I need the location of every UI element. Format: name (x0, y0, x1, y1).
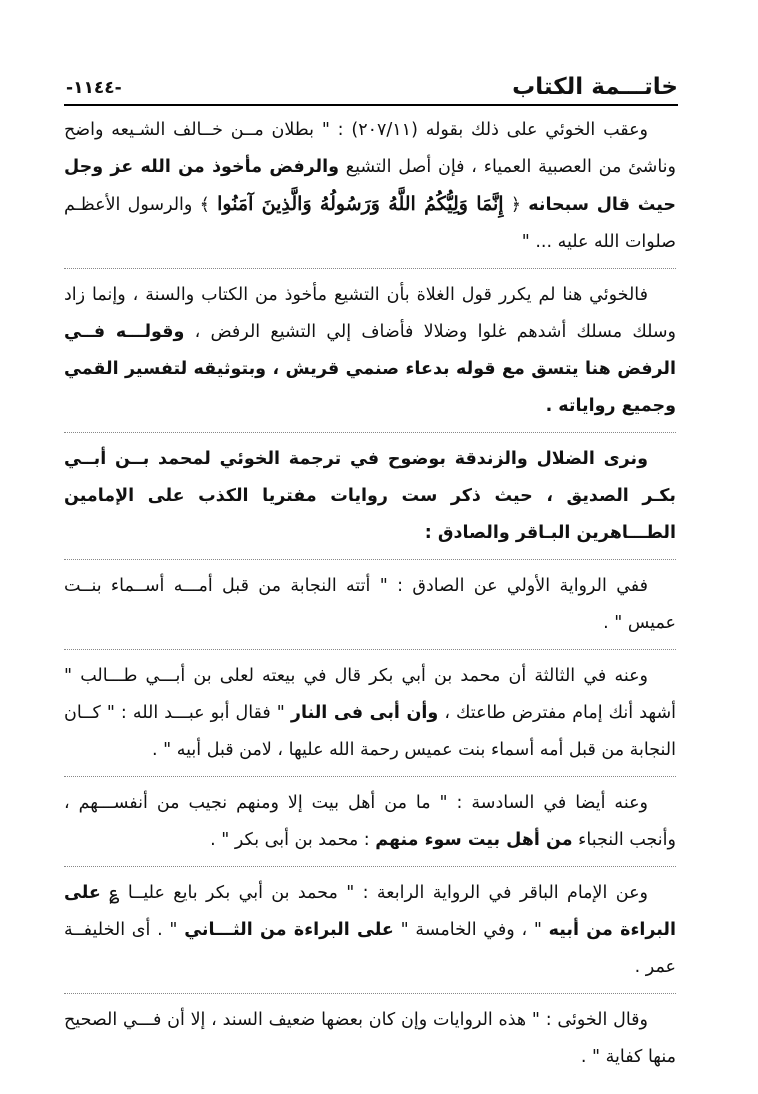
text-run: وعنه في الثالثة أن محمد بن أبي بكر قال في بيعته لعلى بن أبـــي طـــالب " أشهد أنك إمام مفترض طاعتك ، (64, 666, 676, 723)
page-header (66, 62, 678, 102)
text-run: : محمد بن أبى بكر " . (210, 830, 376, 850)
header-rule (64, 104, 678, 106)
quran-verse: إِنَّمَا وَلِيُّكُمُ اللَّهُ وَرَسُولُهُ وَالَّذِينَ آمَنُوا (217, 193, 504, 215)
paragraph (64, 441, 676, 552)
paragraph (64, 112, 676, 261)
text-run: وعن الإمام الباقر في الرواية الرابعة : " محمد بن أبي بكر بايع عليــا ؏ (100, 883, 648, 903)
paragraph (64, 658, 676, 769)
bold-text: وقولـــه فــي الرفض هنا يتسق مع قوله بدعاء صنمي قريش ، وبتوثيقه لتفسير القمي وجميع رواياته . (64, 322, 676, 416)
text-run: فالخوئي هنا لم يكرر قول الغلاة بأن التشيع مأخوذ من الكتاب والسنة ، وإنما زاد وسلك مسلك أشدهم غلوا وضلالا فأضاف إلي التشيع الرفض ، (64, 285, 676, 342)
bold-text: ونرى الضلال والزندقة بوضوح في ترجمة الخوئي لمحمد بــن أبــي بكـر الصديق ، حيث ذكر ست روايات مفتريا الكذب على الإمامين الطـــاهرين البـاقر والصادق : (64, 449, 676, 543)
text-run: " . أى الخليفــة عمر . (64, 920, 676, 977)
paragraph-separator (64, 649, 676, 650)
paragraph-separator (64, 268, 676, 269)
paragraph-separator (64, 866, 676, 867)
text-run: " فقال أبو عبـــد الله : " كــان النجابة من قبل أمه أسماء بنت عميس رحمة الله عليها ، لامن قبل أبيه " . (64, 703, 676, 760)
bold-text: وأن أبى فى النار (290, 703, 439, 723)
running-title: خاتـــمة الكتاب (512, 74, 678, 100)
text-run: وعقب الخوئي على ذلك بقوله (٢٠٧/١١) : " بطلان مــن خــالف الشـيعه واضح وناشئ من العصبية العمياء ، فإن أصل التشيع (64, 120, 676, 177)
text-run: وقال الخوئى : " هذه الروايات وإن كان بعضها ضعيف السند ، إلا أن فـــي الصحيح منها كفاية " . (64, 1010, 676, 1067)
paragraph-separator (64, 559, 676, 560)
paragraph (64, 1002, 676, 1076)
paragraph (64, 277, 676, 425)
page-number: -١١٤٤- (66, 78, 122, 98)
paragraph-separator (64, 776, 676, 777)
paragraph-separator (64, 432, 676, 433)
text-run: ففي الرواية الأولي عن الصادق : " أتته النجابة من قبل أمـــه أســماء بنــت عميس " . (64, 576, 676, 633)
text-run: وعنه أيضا في السادسة : " ما من أهل بيت إلا ومنهم نجيب من أنفســـهم ، وأنجب النجباء (64, 793, 676, 850)
text-run: " ، وفي الخامسة " (393, 920, 549, 940)
bold-text: من أهل بيت سوء منهم (375, 830, 573, 850)
bold-text: على البراءة من الثـــاني (184, 920, 394, 940)
paragraph (64, 568, 676, 642)
body-text (64, 112, 676, 1076)
bold-text: على البراءة من أبيه (64, 883, 676, 940)
text-run: ﴿ (503, 195, 529, 215)
paragraph-separator (64, 993, 676, 994)
paragraph (64, 785, 676, 859)
bold-text: والرفض مأخوذ من الله عز وجل حيث قال سبحانه (64, 157, 677, 215)
paragraph (64, 875, 676, 986)
text-run: ﴾ والرسول الأعظـم صلوات الله عليه ... " (64, 195, 676, 252)
